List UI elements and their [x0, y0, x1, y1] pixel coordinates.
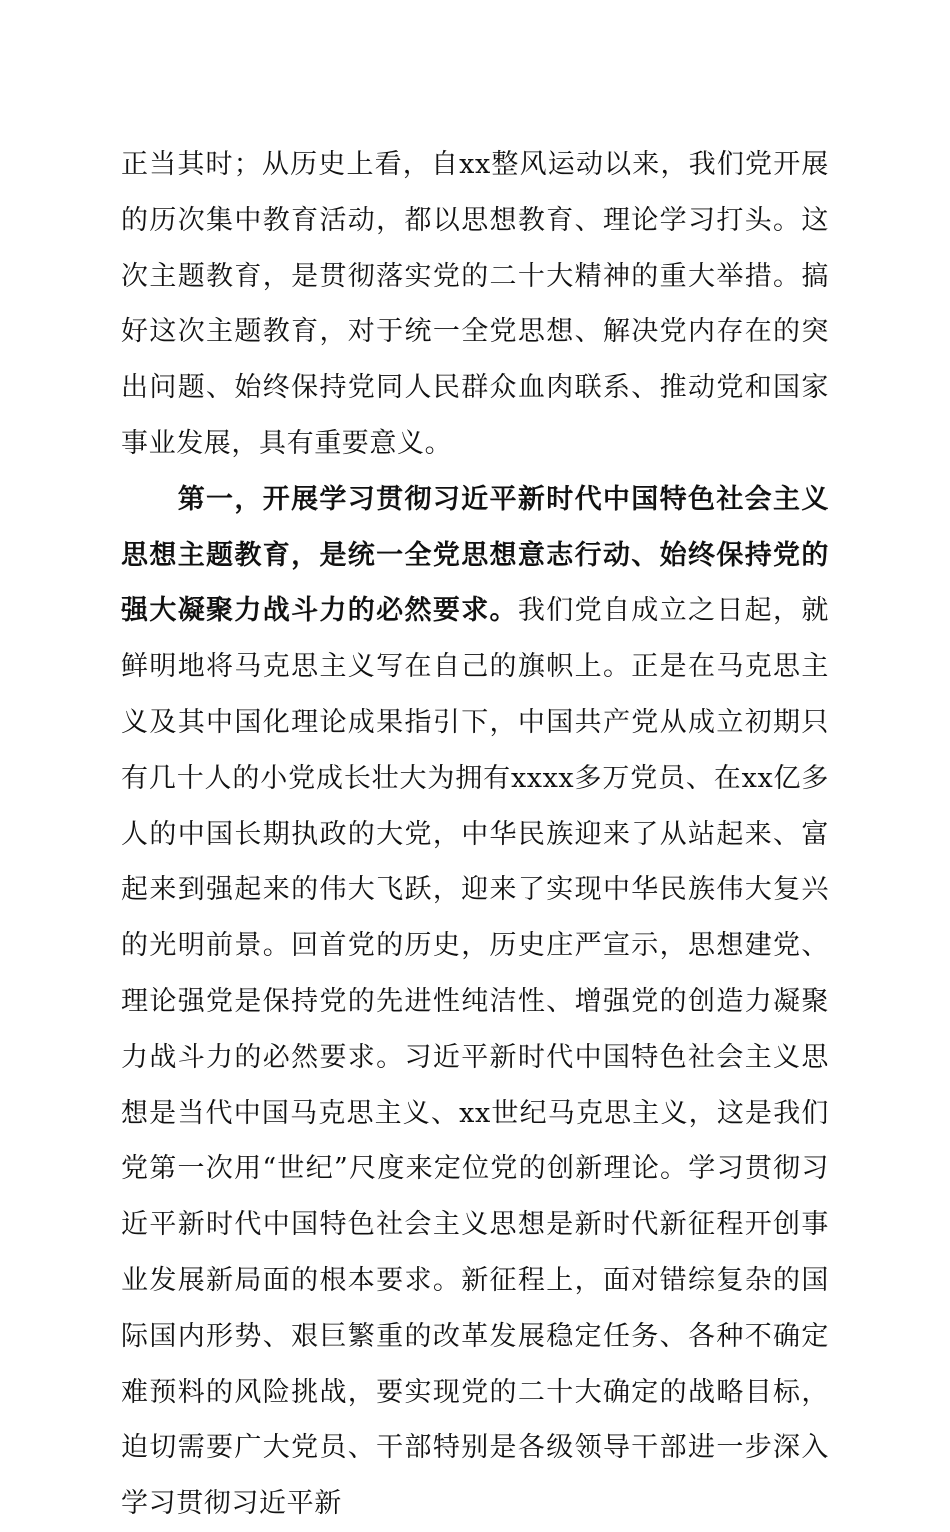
paragraph-body-text: 我们党自成立之日起，就鲜明地将马克思主义写在自己的旗帜上。正是在马克思主义及其中国化理论成果指引下，中国共产党从成立初期只有几十人的小党成长壮大为拥有xxxx多万党员、在xx亿多人的中国长期执政的大党，中华民族迎来了从站起来、富起来到强起来的伟大飞跃，迎来了实现中华民族伟大复兴的光明前景。回首党的历史，历史庄严宣示，思想建党、理论强党是保持党的先进性纯洁性、增强党的创造力凝聚力战斗力的必然要求。习近平新时代中国特色社会主义思想是当代中国马克思主义、xx世纪马克思主义，这是我们党第一次用“世纪”尺度来定位党的创新理论。学习贯彻习近平新时代中国特色社会主义思想是新时代新征程开创事业发展新局面的根本要求。新征程上，面对错综复杂的国际国内形势、艰巨繁重的改革发展稳定任务、各种不确定难预料的风险挑战，要实现党的二十大确定的战略目标，迫切需要广大党员、干部特别是各级领导干部进一步深入学习贯彻习近平新 — [121, 595, 829, 1520]
paragraph-first-point — [121, 472, 829, 1532]
paragraph-lead-sentence: 第一，开展学习贯彻习近平新时代中国特色社会主义思想主题教育，是统一全党思想意志行动、始终保持党的强大凝聚力战斗力的必然要求。 — [121, 483, 829, 627]
paragraph-continuation: 正当其时；从历史上看，自xx整风运动以来，我们党开展的历次集中教育活动，都以思想教育、理论学习打头。这次主题教育，是贯彻落实党的二十大精神的重大举措。搞好这次主题教育，对于统一全党思想、解决党内存在的突出问题、始终保持党同人民群众血肉联系、推动党和国家事业发展，具有重要意义。 — [121, 149, 829, 459]
document-body — [121, 137, 829, 1532]
